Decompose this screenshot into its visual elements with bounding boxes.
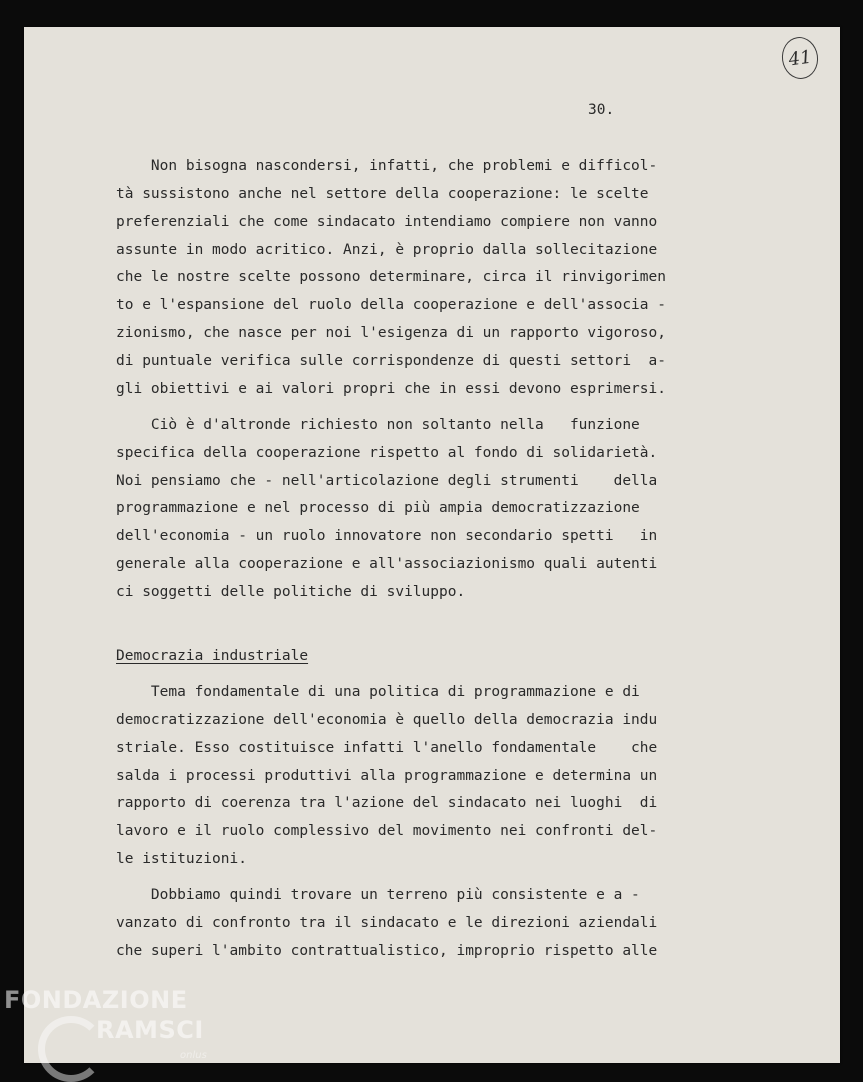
text-line: dell'economia - un ruolo innovatore non secondario spetti in: [116, 528, 658, 544]
text-line: tà sussistono anche nel settore della cooperazione: le scelte: [116, 186, 649, 202]
text-line: Noi pensiamo che - nell'articolazione degli strumenti della: [116, 473, 658, 489]
text-line: che le nostre scelte possono determinare, circa il rinvigorimen: [116, 269, 666, 285]
text-line: Non bisogna nascondersi, infatti, che problemi e difficol-: [116, 158, 658, 174]
text-line: generale alla cooperazione e all'associazionismo quali autenti: [116, 556, 658, 572]
text-line: Tema fondamentale di una politica di programmazione e di: [116, 684, 640, 700]
text-line: lavoro e il ruolo complessivo del movimento nei confronti del-: [116, 823, 658, 839]
text-line: preferenziali che come sindacato intendiamo compiere non vanno: [116, 214, 658, 230]
text-line: che superi l'ambito contrattualistico, improprio rispetto alle: [116, 943, 658, 959]
text-line: vanzato di confronto tra il sindacato e le direzioni aziendali: [116, 915, 658, 931]
text-line: specifica della cooperazione rispetto al fondo di solidarietà.: [116, 445, 658, 461]
watermark-line3: onlus: [180, 1050, 207, 1061]
text-line: Dobbiamo quindi trovare un terreno più consistente e a -: [116, 887, 640, 903]
archive-page-number: 41: [779, 35, 820, 82]
text-line: programmazione e nel processo di più ampia democratizzazione: [116, 500, 640, 516]
page-number: 30.: [588, 102, 615, 118]
watermark-line1: FONDAZIONE: [4, 986, 188, 1014]
text-line: assunte in modo acritico. Anzi, è proprio dalla sollecitazione: [116, 242, 658, 258]
text-line: Ciò è d'altronde richiesto non soltanto nella funzione: [116, 417, 640, 433]
section-heading: Democrazia industriale: [116, 648, 309, 664]
watermark-line2: RAMSCI: [96, 1016, 204, 1044]
text-line: zionismo, che nasce per noi l'esigenza di un rapporto vigoroso,: [116, 325, 666, 341]
text-line: gli obiettivi e ai valori propri che in essi devono esprimersi.: [116, 381, 666, 397]
text-line: le istituzioni.: [116, 851, 247, 867]
text-line: to e l'espansione del ruolo della cooperazione e dell'associa -: [116, 297, 666, 313]
text-line: striale. Esso costituisce infatti l'anello fondamentale che: [116, 740, 658, 756]
text-line: rapporto di coerenza tra l'azione del sindacato nei luoghi di: [116, 795, 658, 811]
text-line: di puntuale verifica sulle corrispondenze di questi settori a-: [116, 353, 666, 369]
text-line: salda i processi produttivi alla programmazione e determina un: [116, 768, 658, 784]
text-line: democratizzazione dell'economia è quello della democrazia indu: [116, 712, 658, 728]
watermark-g-icon: [38, 1016, 104, 1082]
watermark-logo: [4, 986, 219, 1078]
text-line: ci soggetti delle politiche di sviluppo.: [116, 584, 466, 600]
